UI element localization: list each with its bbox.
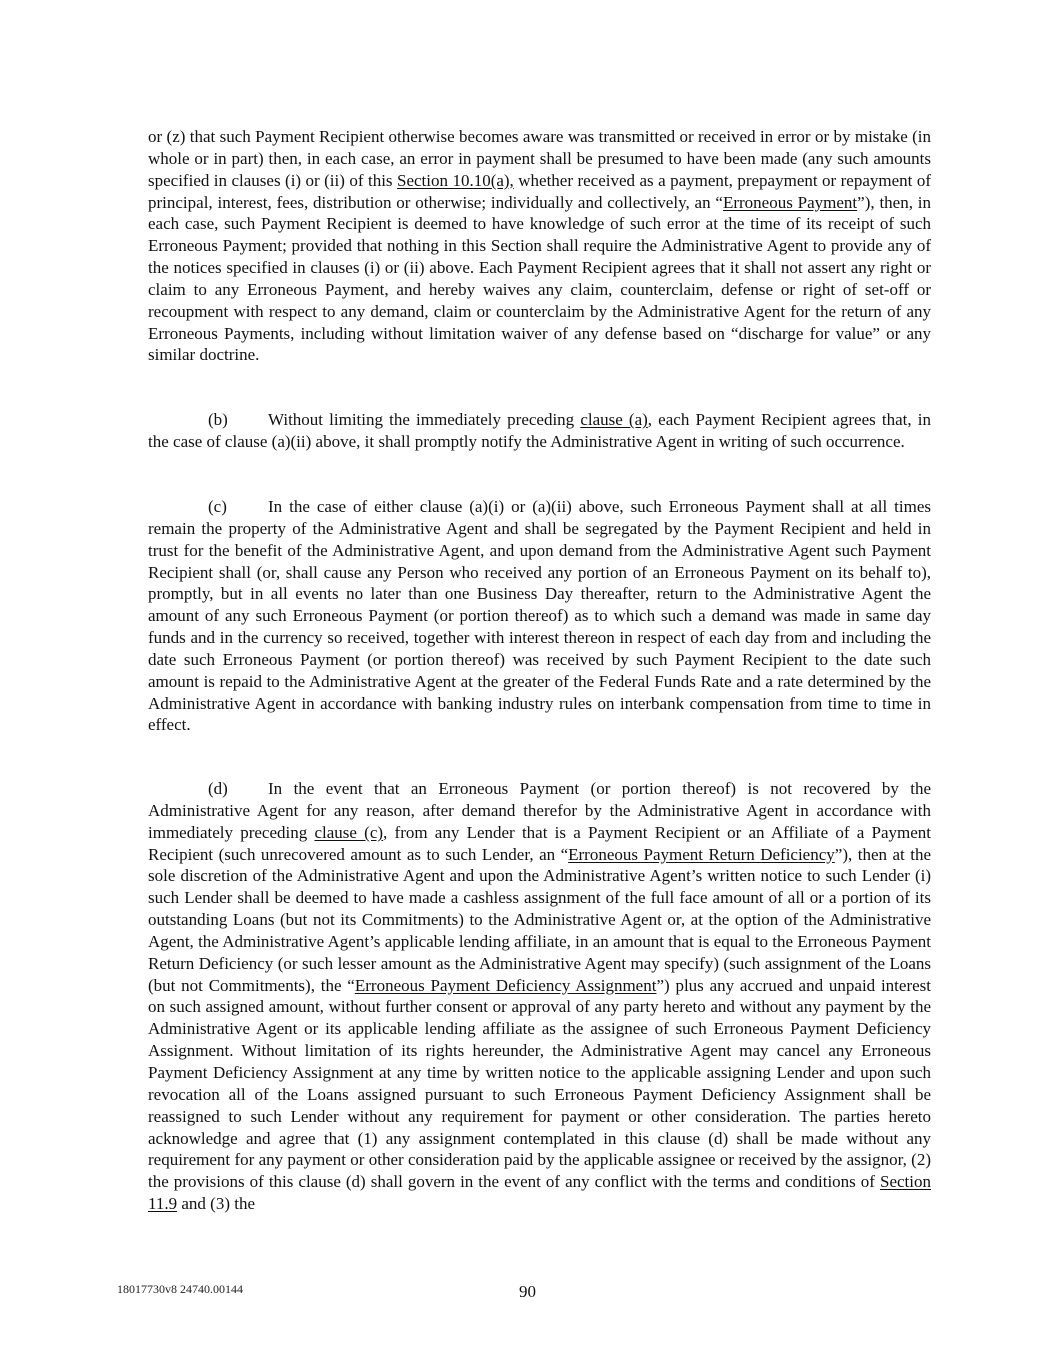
text-run: , each Payment Recipient agrees that, in the case of clause (a)(ii) above, it shall promptly notify the Administrative Agent in writing of such occurrence. <box>148 410 932 451</box>
section-reference: Section 10.10(a), <box>397 170 514 190</box>
paragraph-b <box>148 409 931 453</box>
document-id: 18017730v8 24740.00144 <box>117 1282 243 1296</box>
paragraph-a-continuation <box>148 126 931 366</box>
paragraph-text <box>148 126 931 366</box>
clause-marker: (d) <box>208 779 228 798</box>
text-run: or (z) that such Payment Recipient otherwise becomes aware was transmitted or received in error or by mistake (in whole or in part) then, in each case, an error in payment shall be presumed to have been made (any such amounts specified in clauses (i) or (ii) of this <box>148 127 931 190</box>
text-run: ”), then, in each case, such Payment Recipient is deemed to have knowledge of such error at the time of its receipt of such Erroneous Payment; provided that nothing in this Section shall require the Administrative Agent to provide any of the notices specified in clauses (i) or (ii) above. Each Payment Recipient agrees that it shall not assert any right or claim to any Erroneous Payment, and hereby waives any claim, counterclaim, defense or right of set-off or recoupment with respect to any demand, claim or counterclaim by the Administrative Agent for the return of any Erroneous Payments, including without limitation waiver of any defense based on “discharge for value” or any similar doctrine. <box>148 192 932 365</box>
text-run: whether received as a payment, prepayment or repayment of principal, interest, fees, distribution or otherwise; individually and collectively, an “ <box>148 170 932 212</box>
paragraph-text <box>148 778 931 1215</box>
text-run: ”) plus any accrued and unpaid interest on such assigned amount, without further consent or approval of any party hereto and without any payment by the Administrative Agent or its applicable lending affiliate as the assignee of such Erroneous Payment Deficiency Assignment. Without limitation of its rights hereunder, the Administrative Agent may cancel any Erroneous Payment Deficiency Assignment at any time by written notice to the applicable assigning Lender and upon such revocation all of the Loans assigned pursuant to such Erroneous Payment Deficiency Assignment shall be reassigned to such Lender without any requirement for payment or other consideration. The parties hereto acknowledge and agree that (1) any assignment contemplated in this clause (d) shall be made without any requirement for any payment or other consideration paid by the applicable assignee or received by the assignor, (2) the provisions of this clause (d) shall govern in the event of any conflict with the terms and conditions of <box>148 975 931 1192</box>
text-run: Without limiting the immediately preceding <box>268 410 581 429</box>
section-reference: Section 11.9 <box>148 1172 931 1214</box>
paragraph-text <box>148 496 931 736</box>
paragraph-c <box>148 496 931 736</box>
text-run: In the case of either clause (a)(i) or (a)(ii) above, such Erroneous Payment shall at all times remain the property of the Administrative Agent and shall be segregated by the Payment Recipient and held in trust for the benefit of the Administrative Agent, and upon demand from the Administrative Agent such Payment Recipient shall (or, shall cause any Person who received any portion of an Erroneous Payment on its behalf to), promptly, but in all events no later than one Business Day thereafter, return to the Administrative Agent the amount of any such Erroneous Payment (or portion thereof) as to which such a demand was made in same day funds and in the currency so received, together with interest thereon in respect of each day from and including the date such Erroneous Payment (or portion thereof) was received by such Payment Recipient to the date such amount is repaid to the Administrative Agent at the greater of the Federal Funds Rate and a rate determined by the Administrative Agent in accordance with banking industry rules on interbank compensation from time to time in effect. <box>148 497 931 735</box>
paragraph-text <box>148 409 931 453</box>
text-run: , from any Lender that is a Payment Recipient or an Affiliate of a Payment Recipient (such unrecovered amount as to such Lender, an “ <box>148 822 932 864</box>
clause-reference: clause (c) <box>314 822 384 842</box>
paragraph-d <box>148 778 931 1215</box>
clause-marker: (c) <box>208 497 227 516</box>
defined-term: Erroneous Payment <box>722 192 858 212</box>
text-run: ”), then at the sole discretion of the Administrative Agent and upon the Administrative Agent’s written notice to such Lender (i) such Lender shall be deemed to have made a cashless assignment of the full face amount of all or a portion of its outstanding Loans (but not its Commitments) to the Administrative Agent or, at the option of the Administrative Agent, the Administrative Agent’s applicable lending affiliate, in an amount that is equal to the Erroneous Payment Return Deficiency (or such lesser amount as the Administrative Agent may specify) (such assignment of the Loans (but not Commitments), the “ <box>148 844 931 995</box>
defined-term: Erroneous Payment Return Deficiency <box>568 844 835 864</box>
text-run: and (3) the <box>177 1194 256 1214</box>
defined-term: Erroneous Payment Deficiency Assignment <box>354 975 657 995</box>
text-run: In the event that an Erroneous Payment (or portion thereof) is not recovered by the Administrative Agent for any reason, after demand therefor by the Administrative Agent in accordance with immediately preceding <box>148 779 931 842</box>
page-number: 90 <box>519 1282 536 1301</box>
clause-reference: clause (a) <box>580 410 648 429</box>
clause-marker: (b) <box>208 410 228 429</box>
